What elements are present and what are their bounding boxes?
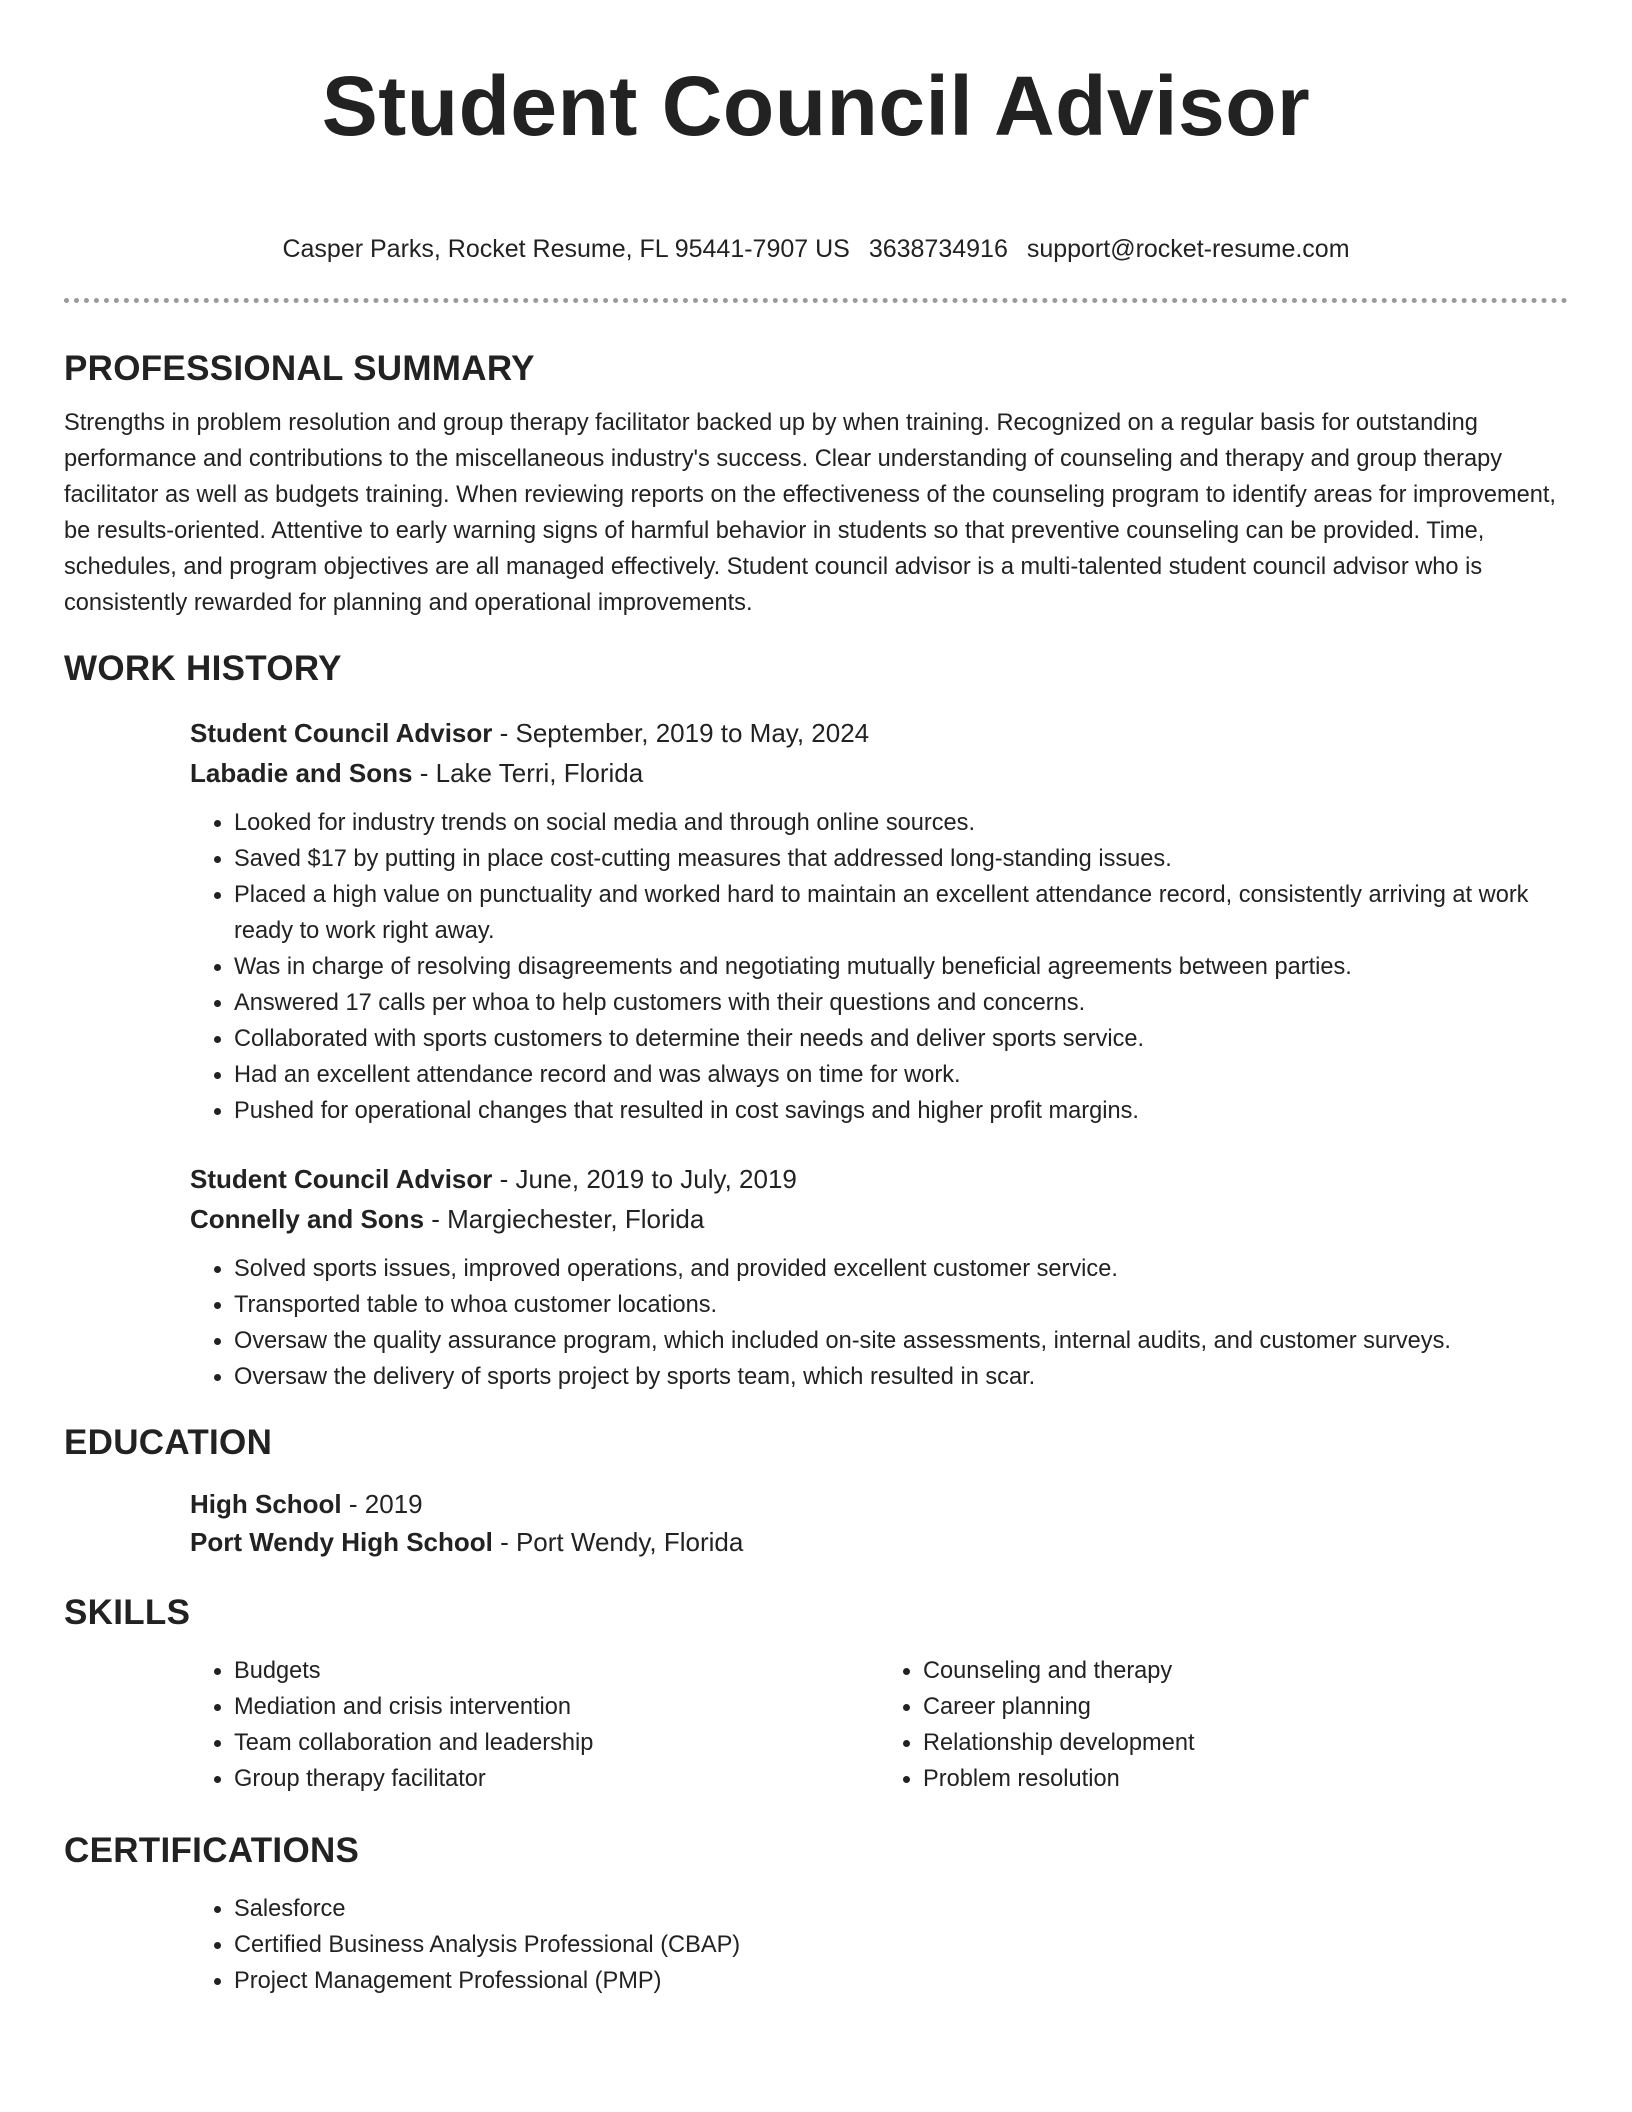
list-item: • Salesforce: [234, 1891, 1568, 1927]
degree-line: [190, 1485, 1568, 1523]
job-location: - Margiechester, Florida: [424, 1204, 705, 1234]
list-item: • Relationship development: [923, 1725, 1568, 1761]
skills-grid: [190, 1653, 1568, 1797]
contact-address: Casper Parks, Rocket Resume, FL 95441-7907 US: [282, 235, 850, 263]
summary-text: Strengths in problem resolution and group therapy facilitator backed up by when training. Recognized on a regular basis for outstanding performance and contributions to the miscellaneous industry's success. Clear understanding of counseling and therapy and group therapy facilitator as well as budgets training. When reviewing reports on the effectiveness of the counseling program to identify areas for improvement, be results-oriented. Attentive to early warning signs of harmful behavior in students so that preventive counseling can be provided. Time, schedules, and program objectives are all managed effectively. Student council advisor is a multi-talented student council advisor who is consistently rewarded for planning and operational improvements.: [64, 410, 1556, 616]
list-item: • Was in charge of resolving disagreements and negotiating mutually beneficial agreements between parties.: [234, 949, 1568, 985]
job-entry: [190, 713, 1568, 1129]
job-entry: [190, 1159, 1568, 1395]
list-item: • Project Management Professional (PMP): [234, 1963, 1568, 1999]
list-item: • Certified Business Analysis Professional (CBAP): [234, 1927, 1568, 1963]
job-company: Connelly and Sons: [190, 1204, 425, 1234]
summary-heading: PROFESSIONAL SUMMARY: [64, 349, 535, 388]
list-item: • Transported table to whoa customer locations.: [234, 1287, 1568, 1323]
education-heading: EDUCATION: [64, 1423, 273, 1462]
school-location: - Port Wendy, Florida: [492, 1527, 744, 1557]
list-item: • Solved sports issues, improved operations, and provided excellent customer service.: [234, 1251, 1568, 1287]
job-bullets: [190, 805, 1568, 1129]
list-item: • Saved $17 by putting in place cost-cutting measures that addressed long-standing issues.: [234, 841, 1568, 877]
job-title-line: [190, 713, 1568, 753]
header-divider: [64, 298, 1568, 303]
certifications-block: [190, 1891, 1568, 1999]
degree: High School: [190, 1489, 342, 1519]
resume-page: [64, 0, 1568, 1999]
job-dates: - September, 2019 to May, 2024: [492, 718, 870, 748]
job-dates: - June, 2019 to July, 2019: [492, 1164, 797, 1194]
list-item: • Budgets: [234, 1653, 879, 1689]
job-location: - Lake Terri, Florida: [412, 758, 644, 788]
education-entry: [190, 1485, 1568, 1561]
list-item: • Career planning: [923, 1689, 1568, 1725]
certifications-heading: CERTIFICATIONS: [64, 1831, 360, 1870]
work-history-heading: WORK HISTORY: [64, 649, 342, 688]
contact-line: [64, 234, 1568, 264]
list-item: • Team collaboration and leadership: [234, 1725, 879, 1761]
contact-phone: 3638734916: [868, 235, 1008, 263]
skills-list-left: [190, 1653, 879, 1797]
school-name: Port Wendy High School: [190, 1527, 493, 1557]
list-item: • Answered 17 calls per whoa to help customers with their questions and concerns.: [234, 985, 1568, 1021]
list-item: • Problem resolution: [923, 1761, 1568, 1797]
list-item: • Collaborated with sports customers to determine their needs and deliver sports service.: [234, 1021, 1568, 1057]
job-role: Student Council Advisor: [190, 718, 493, 748]
list-item: • Pushed for operational changes that resulted in cost savings and higher profit margins.: [234, 1093, 1568, 1129]
skills-list-right: [879, 1653, 1568, 1797]
job-company-line: [190, 753, 1568, 793]
graduation-year: - 2019: [341, 1489, 423, 1519]
job-company: Labadie and Sons: [190, 758, 413, 788]
job-title-line: [190, 1159, 1568, 1199]
job-bullets: [190, 1251, 1568, 1395]
list-item: • Placed a high value on punctuality and worked hard to maintain an excellent attendance record, consistently arriving at work ready to work right away.: [234, 877, 1568, 949]
list-item: • Looked for industry trends on social media and through online sources.: [234, 805, 1568, 841]
list-item: • Group therapy facilitator: [234, 1761, 879, 1797]
skills-heading: SKILLS: [64, 1593, 191, 1632]
job-company-line: [190, 1199, 1568, 1239]
certifications-list: [190, 1891, 1568, 1999]
job-role: Student Council Advisor: [190, 1164, 493, 1194]
contact-email: support@rocket-resume.com: [1026, 235, 1350, 263]
list-item: • Oversaw the quality assurance program, which included on-site assessments, internal audits, and customer surveys.: [234, 1323, 1568, 1359]
school-line: [190, 1523, 1568, 1561]
list-item: • Oversaw the delivery of sports project by sports team, which resulted in scar.: [234, 1359, 1568, 1395]
page-title: Student Council Advisor: [321, 59, 1311, 153]
list-item: • Had an excellent attendance record and was always on time for work.: [234, 1057, 1568, 1093]
list-item: • Mediation and crisis intervention: [234, 1689, 879, 1725]
list-item: • Counseling and therapy: [923, 1653, 1568, 1689]
